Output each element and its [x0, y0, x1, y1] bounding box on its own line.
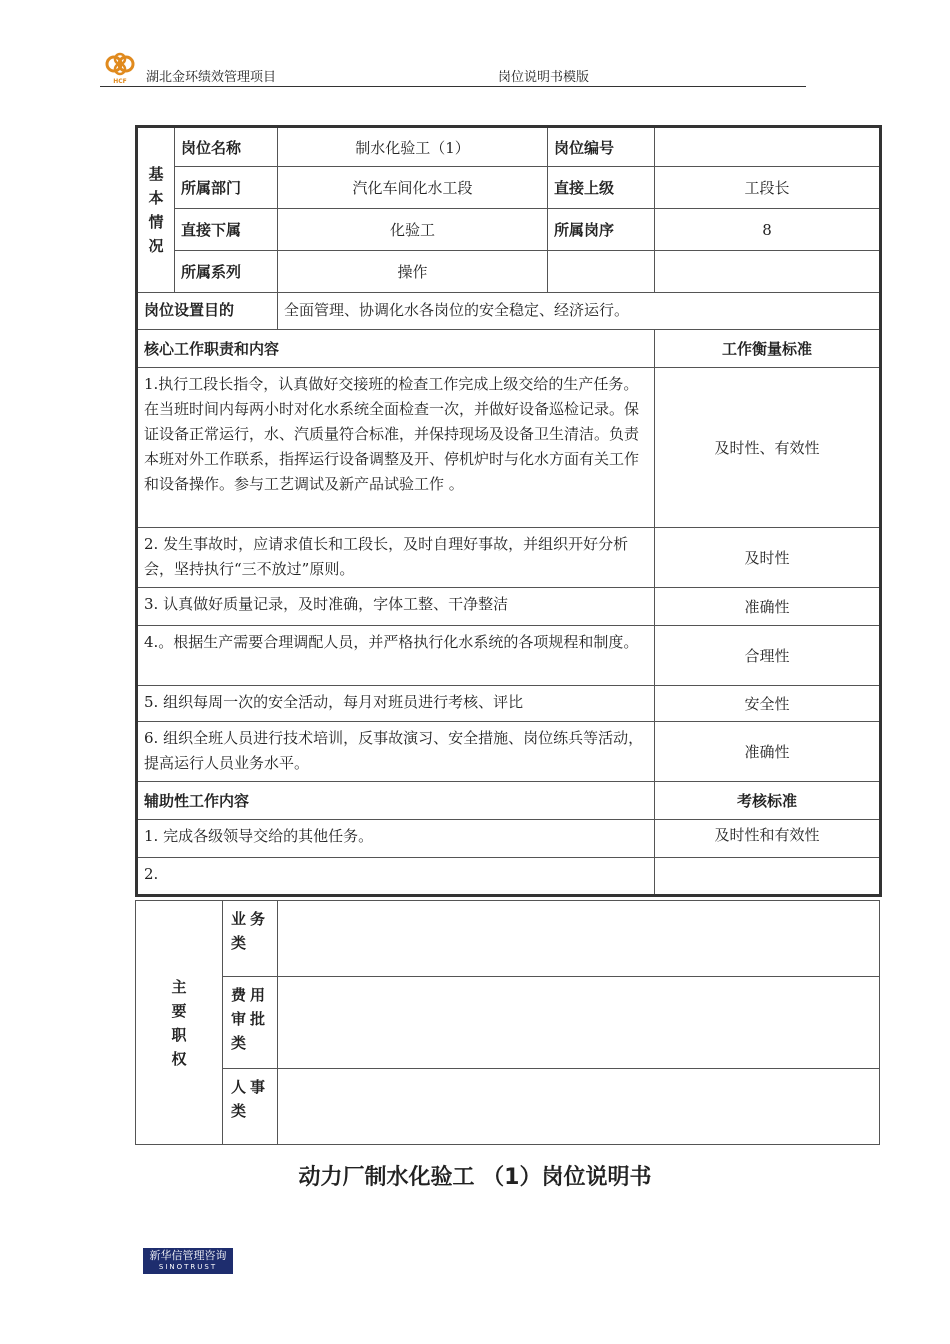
core-duty-standard: 及时性 [655, 528, 881, 588]
superior-value: 工段长 [655, 167, 881, 209]
core-duty-standard: 合理性 [655, 626, 881, 686]
aux-duties-header: 辅助性工作内容 [137, 782, 655, 820]
document-type: 岗位说明书模版 [498, 70, 590, 85]
aux-duty-standard: 及时性和有效性 [655, 820, 881, 858]
post-code-label: 岗位编号 [548, 127, 655, 167]
brand-cn: 新华信管理咨询 [149, 1249, 227, 1262]
superior-label: 直接上级 [548, 167, 655, 209]
core-duty-item: 5. 组织每周一次的安全活动，每月对班员进行考核、评比 [137, 686, 655, 722]
dept-label: 所属部门 [175, 167, 278, 209]
authority-type-label: 费用审批类 [223, 977, 278, 1069]
sequence-label: 所属岗序 [548, 209, 655, 251]
core-duty-item: 4.。根据生产需要合理调配人员，并严格执行化水系统的各项规程和制度。 [137, 626, 655, 686]
document-title: 动力厂制水化验工 （1）岗位说明书 [298, 1165, 652, 1190]
job-description-table [135, 125, 882, 897]
authority-content [278, 1069, 880, 1145]
brand-en: SINOTRUST [158, 1263, 218, 1271]
series-value: 操作 [278, 251, 548, 293]
logo-text: HCF [113, 78, 127, 84]
core-duty-standard: 安全性 [655, 686, 881, 722]
post-code-value [655, 127, 881, 167]
core-duty-item: 6. 组织全班人员进行技术培训，反事故演习、安全措施、岗位练兵等活动，提高运行人员业务水平。 [137, 722, 655, 782]
core-duty-item: 1.执行工段长指令，认真做好交接班的检查工作完成上级交给的生产任务。在当班时间内每两小时对化水系统全面检查一次，并做好设备巡检记录。保证设备正常运行，水、汽质量符合标准，并保持现场及设备卫生清洁。负责本班对外工作联系，指挥运行设备调整及开、停机炉时与化水方面有关工作和设备操作。参与工艺调试及新产品试验工作 。 [137, 368, 655, 528]
authority-table [135, 900, 880, 1145]
basic-section-label: 基 本 情 况 [137, 127, 175, 293]
authority-section-label: 主 要 职 权 [136, 901, 223, 1145]
empty-cell [655, 251, 881, 293]
post-name-value: 制水化验工（1） [278, 127, 548, 167]
aux-duty-standard [655, 858, 881, 896]
aux-standard-header: 考核标准 [655, 782, 881, 820]
sequence-value: 8 [655, 209, 881, 251]
authority-type-label: 业务类 [223, 901, 278, 977]
core-duties-header: 核心工作职责和内容 [137, 330, 655, 368]
hcf-logo-icon [100, 52, 140, 84]
core-duty-standard: 准确性 [655, 588, 881, 626]
page-header [100, 52, 806, 87]
core-standard-header: 工作衡量标准 [655, 330, 881, 368]
core-duty-standard: 及时性、有效性 [655, 368, 881, 528]
series-label: 所属系列 [175, 251, 278, 293]
authority-content [278, 977, 880, 1069]
dept-value: 汽化车间化水工段 [278, 167, 548, 209]
core-duty-standard: 准确性 [655, 722, 881, 782]
purpose-text: 全面管理、协调化水各岗位的安全稳定、经济运行。 [278, 293, 881, 330]
post-name-label: 岗位名称 [175, 127, 278, 167]
subordinate-value: 化验工 [278, 209, 548, 251]
empty-cell [548, 251, 655, 293]
purpose-label: 岗位设置目的 [137, 293, 278, 330]
company-name: 湖北金环绩效管理项目 [146, 70, 277, 85]
subordinate-label: 直接下属 [175, 209, 278, 251]
authority-type-label: 人事类 [223, 1069, 278, 1145]
aux-duty-item: 2. [137, 858, 655, 896]
core-duty-item: 3. 认真做好质量记录，及时准确，字体工整、干净整洁 [137, 588, 655, 626]
core-duty-item: 2. 发生事故时，应请求值长和工段长，及时自理好事故，并组织开好分析会，坚持执行“三不放过”原则。 [137, 528, 655, 588]
aux-duty-item: 1. 完成各级领导交给的其他任务。 [137, 820, 655, 858]
sinotrust-logo [143, 1248, 233, 1274]
authority-content [278, 901, 880, 977]
